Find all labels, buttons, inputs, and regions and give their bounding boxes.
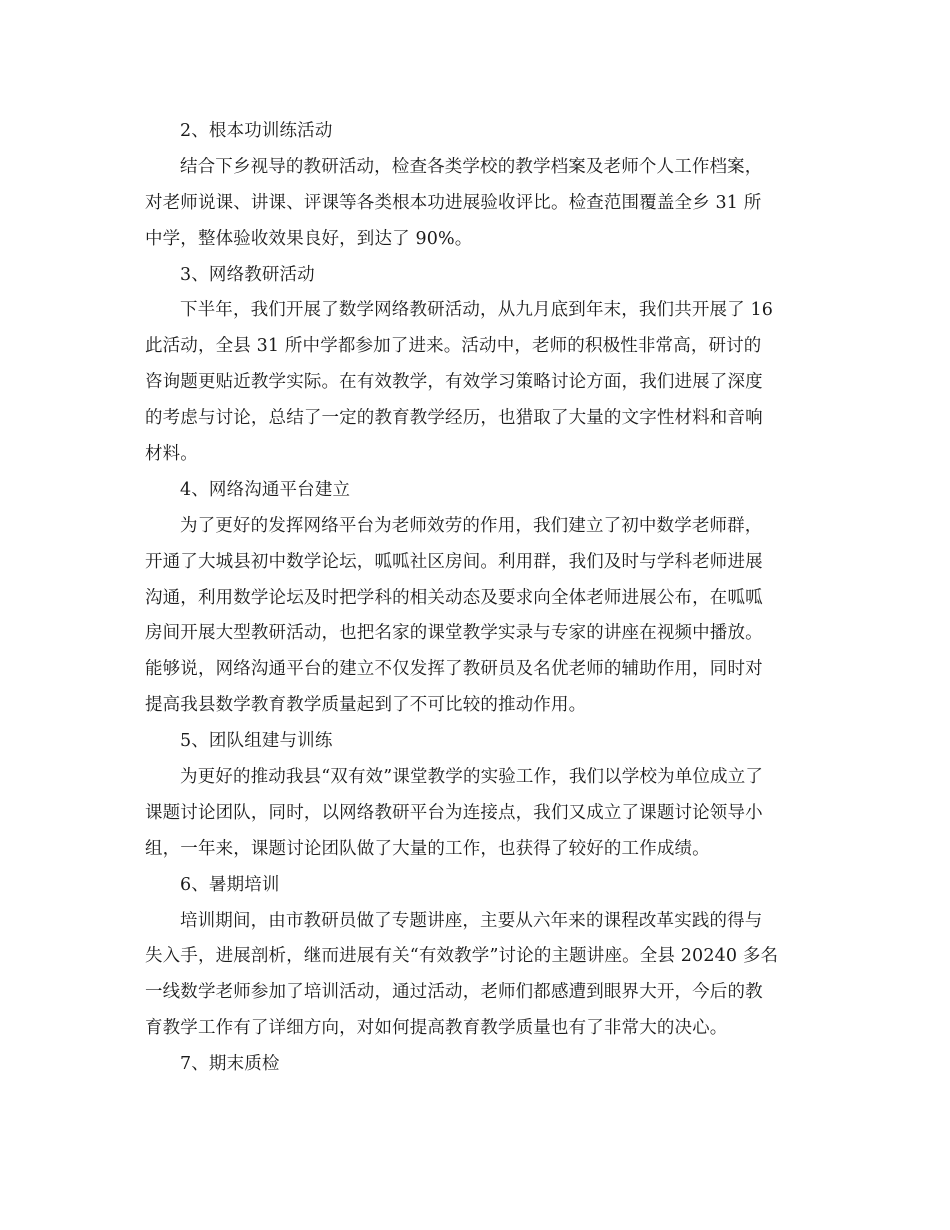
section-heading: 6、暑期培训 — [180, 874, 280, 895]
paragraph-line: 为了更好的发挥网络平台为老师效劳的作用，我们建立了初中数学老师群， — [180, 515, 763, 536]
section-heading: 7、期末质检 — [180, 1054, 280, 1075]
paragraph-line: 的考虑与讨论，总结了一定的教育教学经历，也猎取了大量的文字性材料和音响 — [145, 408, 763, 429]
section-heading: 5、团队组建与训练 — [180, 731, 333, 752]
paragraph-line: 房间开展大型教研活动，也把名家的课堂教学实录与专家的讲座在视频中播放。 — [145, 623, 763, 644]
paragraph-line: 组，一年来，课题讨论团队做了大量的工作，也获得了较好的工作成绩。 — [145, 838, 710, 859]
section-heading: 3、网络教研活动 — [180, 264, 315, 285]
paragraph-line: 提高我县数学教育教学质量起到了不可比较的推动作用。 — [145, 695, 587, 716]
paragraph-line: 失入手，进展剖析，继而进展有关“有效教学”讨论的主题讲座。全县 20240 多名 — [145, 946, 779, 967]
paragraph-line: 结合下乡视导的教研活动，检查各类学校的教学档案及老师个人工作档案， — [180, 156, 763, 177]
paragraph-line: 中学，整体验收效果良好，到达了 90%。 — [145, 228, 473, 249]
paragraph-line: 一线数学老师参加了培训活动，通过活动，老师们都感遭到眼界大开，今后的教 — [145, 982, 763, 1003]
paragraph-line: 育教学工作有了详细方向，对如何提高教育教学质量也有了非常大的决心。 — [145, 1018, 728, 1039]
section-heading: 4、网络沟通平台建立 — [180, 479, 351, 500]
paragraph-line: 课题讨论团队，同时，以网络教研平台为连接点，我们又成立了课题讨论领导小 — [145, 802, 763, 823]
paragraph-line: 下半年，我们开展了数学网络教研活动，从九月底到年末，我们共开展了 16 — [180, 300, 774, 321]
paragraph-line: 咨询题更贴近教学实际。在有效教学，有效学习策略讨论方面，我们进展了深度 — [145, 372, 763, 393]
paragraph-line: 沟通，利用数学论坛及时把学科的相关动态及要求向全体老师进展公布，在呱呱 — [145, 587, 763, 608]
paragraph-line: 培训期间，由市教研员做了专题讲座，主要从六年来的课程改革实践的得与 — [180, 910, 763, 931]
document-body — [145, 114, 805, 1083]
paragraph-line: 开通了大城县初中数学论坛，呱呱社区房间。利用群，我们及时与学科老师进展 — [145, 551, 763, 572]
paragraph-line: 此活动，全县 31 所中学都参加了进来。活动中，老师的积极性非常高，研讨的 — [145, 336, 762, 357]
paragraph-line: 为更好的推动我县“双有效”课堂教学的实验工作，我们以学校为单位成立了 — [180, 767, 763, 788]
paragraph-line: 能够说，网络沟通平台的建立不仅发挥了教研员及名优老师的辅助作用，同时对 — [145, 659, 763, 680]
paragraph-line: 材料。 — [145, 444, 198, 465]
section-heading: 2、根本功训练活动 — [180, 121, 333, 141]
paragraph-line: 对老师说课、讲课、评课等各类根本功进展验收评比。检查范围覆盖全乡 31 所 — [145, 192, 762, 213]
